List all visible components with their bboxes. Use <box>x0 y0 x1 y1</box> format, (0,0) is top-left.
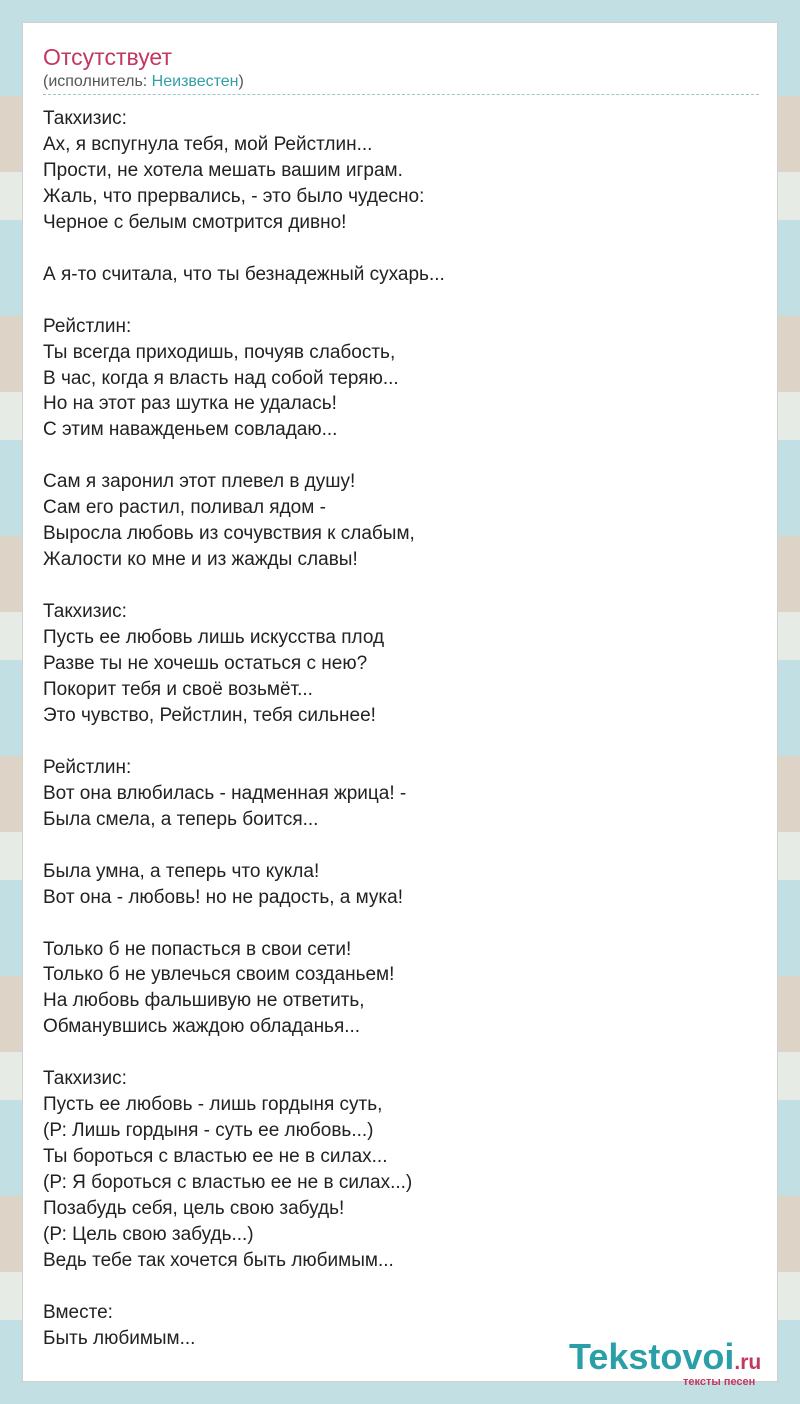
site-logo[interactable] <box>569 1336 779 1388</box>
performer-suffix: ) <box>238 73 244 90</box>
song-title: Отсутствует <box>43 44 172 70</box>
logo-name: Tekstovoi <box>569 1336 735 1377</box>
logo-tld: .ru <box>734 1351 762 1374</box>
performer-link[interactable]: Неизвестен <box>151 73 239 90</box>
lyrics-text: Такхизис: Ах, я вспугнула тебя, мой Рейстлин... Прости, не хотела мешать вашим играм. Жаль, что прервались, - это было чудесно: Черное с белым смотрится дивно! А я-то считала, что ты безнадежный сухарь... Рейстлин: Ты всегда приходишь, почуяв слабость, В час, когда я власть над собой теряю... Но на этот раз шутка не удалась! С этим наважденьем совладаю... Сам я заронил этот плевел в душу! Сам его растил, поливал ядом - Выросла любовь из сочувствия к слабым, Жалости ко мне и из жажды славы! Такхизис: Пусть ее любовь лишь искусства плод Разве ты не хочешь остаться с нею? Покорит тебя и своё возьмёт... Это чувство, Рейстлин, тебя сильнее! Рейстлин: Вот она влюбилась - надменная жрица! - Была смела, а теперь боится... Была умна, а теперь что кукла! Вот она - любовь! но не радость, а мука! Только б не попасться в свои сети! Только б не увлечься своим созданьем! На любовь фальшивую не ответить, Обманувшись жаждою обладанья... Такхизис: Пусть ее любовь - лишь гордыня суть, (Р: Лишь гордыня - суть ее любовь...) Ты бороться с властью ее не в силах... (Р: Я бороться с властью ее не в силах...) Позабудь себя, цель свою забудь! (Р: Цель свою забудь...) Ведь тебе так хочется быть любимым... Вместе: Быть любимым... <box>43 108 445 1349</box>
divider <box>43 94 759 95</box>
performer-line <box>43 73 244 91</box>
logo-wordmark <box>569 1336 779 1377</box>
lyrics-card <box>22 22 778 1388</box>
performer-prefix: (исполнитель: <box>43 73 152 90</box>
logo-tagline: тексты песен <box>683 1376 756 1388</box>
